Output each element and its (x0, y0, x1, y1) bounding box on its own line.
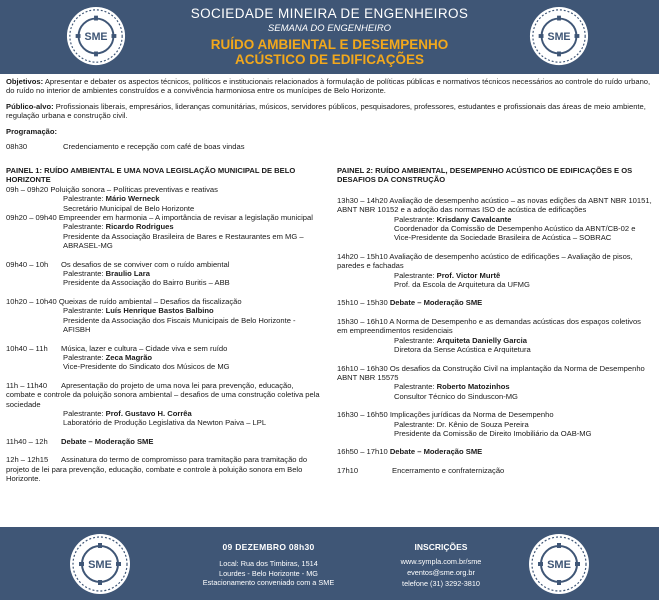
svg-text:SME: SME (84, 30, 108, 43)
event-title (0, 38, 659, 67)
objetivos-text: Apresentar e debater os aspectos técnicos, políticos e institucionais relacionados à formulação de políticas públicas e normativos técnicos necessários ao controle do ruído urbano, do ruído no interior de ambientes construídos e a convivência harmoniosa entre os munícipes de Belo Horizonte. (6, 77, 651, 96)
objetivos-label: Objetivos: (6, 77, 44, 86)
contact-email[interactable]: eventos@sme.org.br (407, 568, 475, 577)
schedule-item (6, 260, 322, 288)
speaker-label: Palestrante: (63, 306, 106, 316)
speaker-name: Ricardo Rodrigues (105, 222, 174, 232)
intro-section (6, 77, 652, 157)
speaker-role: Laboratório de Produção Legislativa da Newton Paiva – LPL (63, 418, 267, 428)
speaker-label: Palestrante: Dr. (394, 419, 449, 429)
speaker-role: Vice-Presidente do Sindicato dos Músicos de MG (63, 362, 230, 372)
svg-text:SME: SME (88, 559, 112, 571)
painel2-title: PAINEL 2: RUÍDO AMBIENTAL, DESEMPENHO ACÚSTICO DE EDIFICAÇÕES E OS DESAFIOS DA CONSTRUÇÃO (337, 166, 633, 185)
painel1-column (6, 166, 322, 483)
footer-banner (0, 527, 659, 600)
speaker-role: Presidente da Comissão de Direito Imobiliário da OAB-MG (394, 428, 592, 438)
header-banner (0, 0, 659, 74)
speaker-role: Prof. da Escola de Arquitetura da UFMG (394, 280, 530, 290)
item-text: Queixas de ruído ambiental – Desafios da fiscalização (58, 296, 242, 306)
speaker-role: Consultor Técnico do Sinduscon-MG (394, 391, 518, 401)
schedule-item (337, 364, 653, 402)
credenciamento-time: 08h30 (6, 142, 28, 152)
speaker-role: Presidente da Associação do Bairro Buritis – ABB (63, 278, 230, 288)
item-time: 15h30 – 16h10 (337, 316, 388, 326)
item-text: Debate – Moderação SME (389, 447, 483, 457)
speaker-name: Arquiteta Danielly Garcia (436, 335, 527, 345)
item-time: 16h10 – 16h30 (337, 363, 388, 373)
item-time: 14h20 – 15h10 (337, 251, 388, 261)
item-text: Os desafios de se conviver com o ruído ambiental (61, 259, 230, 269)
item-text: Encerramento e confraternização (392, 465, 505, 475)
schedule-item (6, 344, 322, 372)
speaker-name: Krisdany Cavalcante (436, 214, 512, 224)
contact-info (376, 556, 506, 589)
schedule-item (6, 213, 322, 251)
speaker-name: Braulio Lara (105, 269, 150, 279)
item-text: Avaliação de desempenho acústico de edificações – Avaliação de pisos, paredes e fachadas (337, 251, 633, 271)
location-line2: Lourdes - Belo Horizonte - MG (219, 568, 318, 578)
speaker-label: Palestrante: (63, 194, 106, 204)
publico-paragraph (6, 102, 652, 121)
item-time: 16h50 – 17h10 (337, 447, 388, 457)
speaker-role: Coordenador da Comissão de Desempenho Acústico da ABNT/CB-02 e Vice-Presidente da Sociedade Brasileira de Acústica – SOBRAC (394, 224, 636, 243)
speaker-name: Mário Werneck (105, 194, 160, 204)
schedule-item (6, 455, 322, 483)
painel2-column (337, 166, 653, 475)
item-text: Os desafios da Construção Civil na implantação da Norma de Desempenho ABNT NBR 15575 (337, 363, 645, 382)
item-time: 10h40 – 11h (6, 343, 48, 353)
speaker-label: Palestrante: (63, 352, 106, 362)
item-text: Debate – Moderação SME (61, 436, 154, 446)
speaker-label: Palestrante: (394, 214, 437, 224)
org-name: SOCIEDADE MINEIRA DE ENGENHEIROS (190, 6, 469, 21)
item-text: Implicações jurídicas da Norma de Desempenho (389, 410, 554, 420)
speaker-name: Zeca Magrão (105, 352, 153, 362)
item-text: Debate – Moderação SME (389, 298, 483, 308)
item-time: 10h20 – 10h40 (6, 296, 57, 306)
credenciamento-row (6, 142, 652, 151)
event-title-line2: ACÚSTICO DE EDIFICAÇÕES (234, 51, 424, 67)
speaker-label: Palestrante: (394, 382, 437, 392)
item-text: Empreender em harmonia – A importância de revisar a legislação municipal (58, 213, 313, 223)
schedule-item (337, 317, 653, 355)
item-time: 09h – 09h20 (6, 184, 49, 194)
item-time: 11h – 11h40 (6, 380, 48, 390)
location-line1: Local: Rua dos Timbiras, 1514 (219, 559, 318, 568)
item-time: 09h20 – 09h40 (6, 213, 57, 223)
sme-logo-icon (527, 532, 591, 596)
svg-text:SME: SME (547, 30, 571, 43)
publico-label: Público-alvo: (6, 101, 54, 111)
event-title-line1: RUÍDO AMBIENTAL E DESEMPENHO (210, 37, 449, 52)
item-text: Música, lazer e cultura – Cidade viva e sem ruído (61, 343, 228, 353)
speaker-label: Palestrante: (394, 270, 437, 280)
location-line3: Estacionamento conveniado com a SME (202, 578, 335, 588)
schedule-item (6, 297, 322, 335)
speaker-name: Luís Henrique Bastos Balbino (105, 306, 214, 316)
item-time: 17h10 (337, 465, 359, 475)
item-text: Assinatura do termo de compromisso para tramitação para tramitação do projeto de lei para prevenção, educação, combate e controle à poluição sonora em Belo Horizonte. (6, 455, 308, 483)
event-location (186, 559, 351, 588)
schedule-item (6, 185, 322, 213)
credenciamento-text: Credenciamento e recepção com café de boas vindas (63, 142, 245, 152)
speaker-name: Prof. Gustavo H. Corrêa (105, 408, 192, 418)
sme-logo-icon (68, 532, 132, 596)
item-time: 16h30 – 16h50 (337, 410, 388, 420)
inscricoes-label: INSCRIÇÕES (414, 542, 468, 552)
objetivos-paragraph (6, 77, 652, 96)
speaker-name: Kênio de Souza Pereira (448, 419, 529, 429)
schedule-item (337, 447, 653, 456)
item-text: Avaliação de desempenho acústico – as novas edições da ABNT NBR 10151, ABNT NBR 10152 e a adoção das normas ISO de acústica de edificações (337, 195, 652, 215)
item-time: 11h40 – 12h (6, 436, 48, 446)
programacao-label: Programação: (6, 126, 58, 136)
event-date: 09 DEZEMBRO 08h30 (222, 542, 315, 552)
speaker-name: Roberto Matozinhos (436, 382, 510, 392)
svg-text:SME: SME (547, 559, 571, 571)
schedule-item (6, 381, 322, 428)
schedule-item (337, 196, 653, 243)
event-subtitle: SEMANA DO ENGENHEIRO (267, 23, 392, 34)
schedule-item (337, 252, 653, 290)
painel1-title: PAINEL 1: RUÍDO AMBIENTAL E UMA NOVA LEGISLAÇÃO MUNICIPAL DE BELO HORIZONTE (6, 166, 296, 185)
speaker-label: Palestrante: (63, 269, 106, 279)
contact-phone: telefone (31) 3292-3810 (402, 579, 480, 588)
item-text: Poluição sonora – Políticas preventivas e reativas (50, 184, 218, 194)
speaker-label: Palestrante: (63, 222, 106, 232)
speaker-label: Palestrante: (63, 408, 106, 418)
schedule-item (6, 437, 322, 446)
item-time: 09h40 – 10h (6, 259, 49, 269)
item-time: 15h10 – 15h30 (337, 298, 388, 308)
speaker-role: Diretora da Sense Acústica e Arquitetura (394, 345, 531, 355)
registration-link[interactable]: www.sympla.com.br/sme (400, 557, 482, 566)
item-text: A Norma de Desempenho e as demandas acústicas dos espaços coletivos em empreendimentos residenciais (337, 316, 641, 336)
item-time: 12h – 12h15 (6, 455, 49, 465)
schedule-item (337, 466, 653, 475)
speaker-role: Secretário Municipal de Belo Horizonte (63, 203, 195, 213)
speaker-name: Prof. Victor Murtê (436, 270, 501, 280)
speaker-role: Presidente da Associação dos Fiscais Municipais de Belo Horizonte - AFISBH (63, 315, 296, 335)
item-text: Apresentação do projeto de uma nova lei para prevenção, educação, combate e controle da poluição sonora ambiental – desafios de uma construção coletiva pela sociedade (6, 380, 320, 409)
publico-text: Profissionais liberais, empresários, lideranças comunitárias, músicos, servidores públicos, pesquisadores, professores, estudantes e profissionais das áreas de meio ambiente, regulação urbana e construção civil. (6, 101, 646, 121)
schedule-item (337, 410, 653, 438)
speaker-role: Presidente da Associação Brasileira de Bares e Restaurantes em MG – ABRASEL-MG (63, 231, 304, 251)
item-time: 13h30 – 14h20 (337, 195, 388, 205)
schedule-item (337, 298, 653, 307)
speaker-label: Palestrante: (394, 335, 437, 345)
